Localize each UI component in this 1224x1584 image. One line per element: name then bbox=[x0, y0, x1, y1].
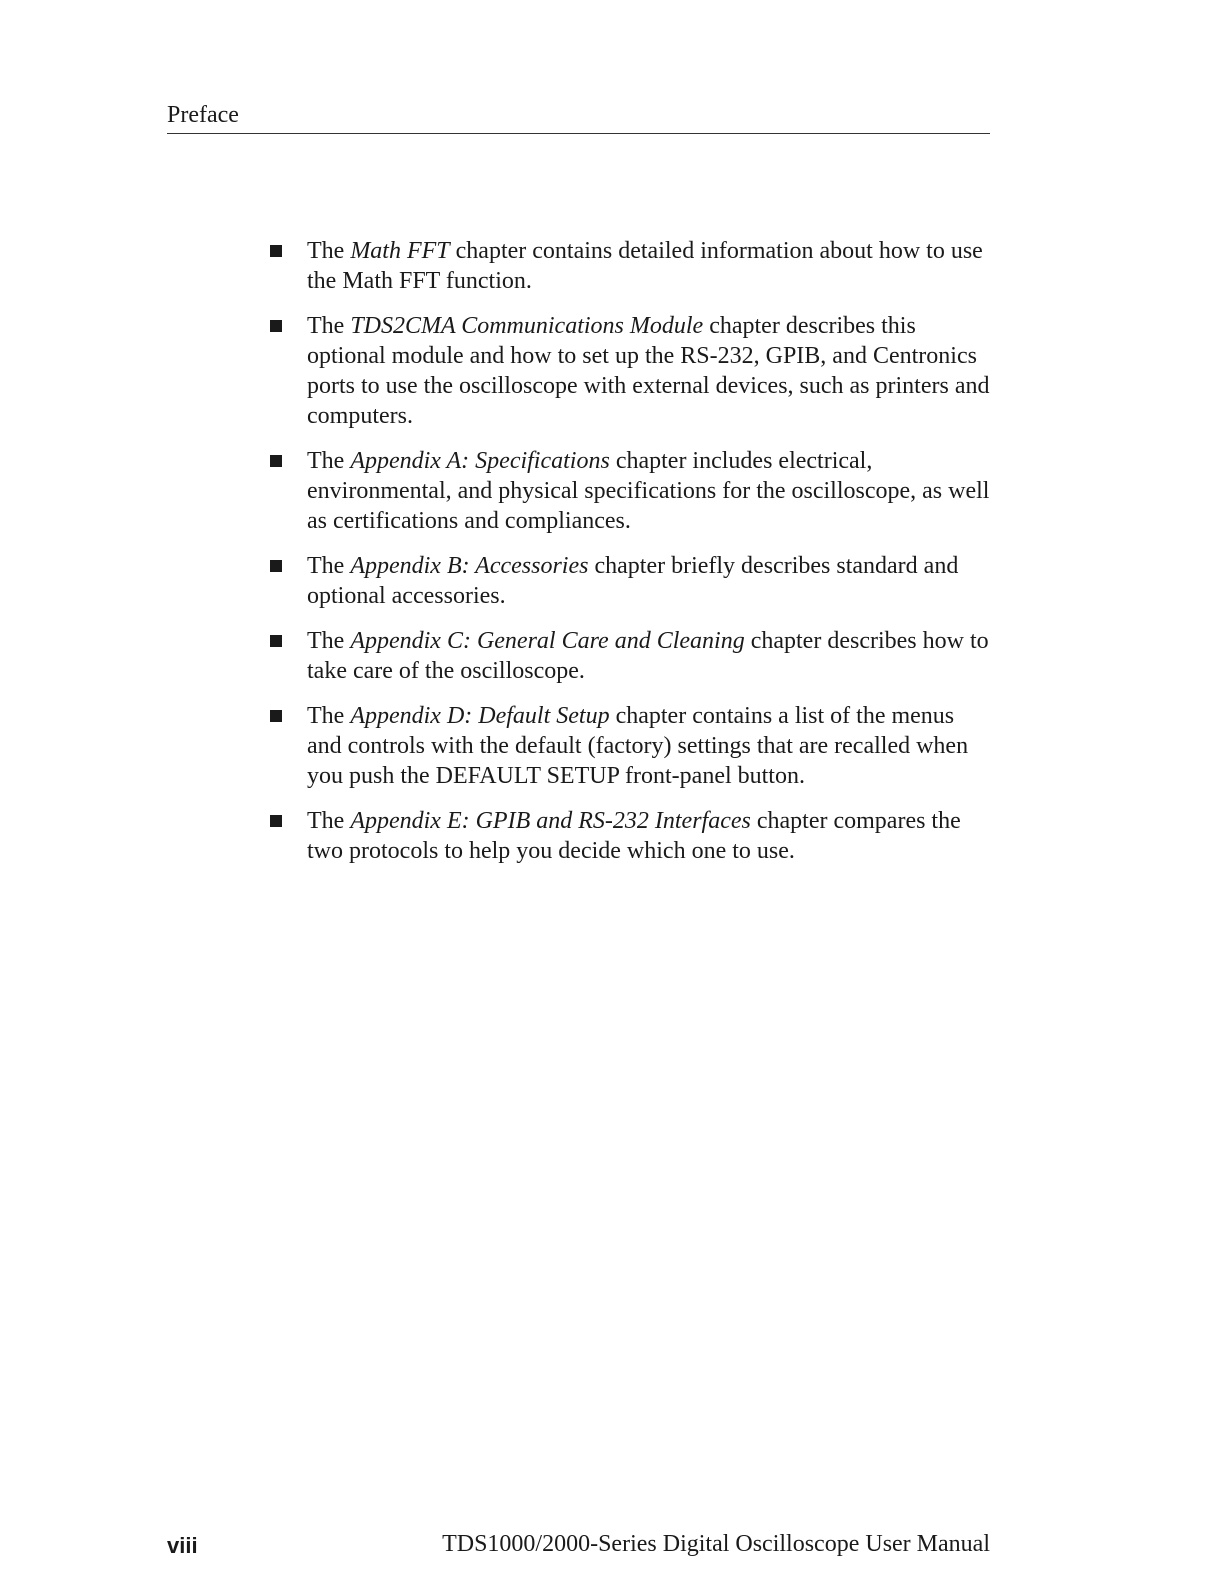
chapter-name: TDS2CMA Communications Module bbox=[350, 313, 704, 339]
section-title: Preface bbox=[167, 102, 239, 128]
chapter-name: Appendix A: Specifications bbox=[350, 448, 610, 474]
square-bullet-icon bbox=[270, 560, 282, 572]
item-lead: The bbox=[307, 238, 351, 264]
square-bullet-icon bbox=[270, 710, 282, 722]
item-description: chapter contains detailed information about how to use the Math FFT function. bbox=[307, 238, 983, 294]
item-lead: The bbox=[307, 313, 351, 339]
list-item-text bbox=[307, 313, 990, 429]
list-item bbox=[270, 626, 990, 686]
list-item-text bbox=[307, 628, 989, 684]
running-head bbox=[167, 100, 990, 134]
list-item-text bbox=[307, 703, 968, 789]
item-lead: The bbox=[307, 553, 351, 579]
chapter-list bbox=[270, 236, 990, 881]
list-item bbox=[270, 236, 990, 296]
square-bullet-icon bbox=[270, 635, 282, 647]
list-item bbox=[270, 551, 990, 611]
item-description: chapter describes how to take care of the oscilloscope. bbox=[307, 628, 989, 684]
list-item bbox=[270, 311, 990, 431]
item-description: chapter describes this optional module and how to set up the RS-232, GPIB, and Centronics ports to use the oscilloscope with external devices, such as printers and computers. bbox=[307, 313, 990, 429]
item-lead: The bbox=[307, 628, 351, 654]
list-item-text bbox=[307, 553, 958, 609]
chapter-name: Appendix E: GPIB and RS-232 Interfaces bbox=[350, 808, 751, 834]
chapter-name: Math FFT bbox=[350, 238, 450, 264]
item-lead: The bbox=[307, 448, 351, 474]
item-lead: The bbox=[307, 808, 351, 834]
item-description: chapter compares the two protocols to help you decide which one to use. bbox=[307, 808, 961, 864]
list-item-text bbox=[307, 808, 961, 864]
square-bullet-icon bbox=[270, 245, 282, 257]
square-bullet-icon bbox=[270, 455, 282, 467]
item-description: chapter briefly describes standard and optional accessories. bbox=[307, 553, 959, 609]
item-description: chapter contains a list of the menus and controls with the default (factory) settings that are recalled when you push the DEFAULT SETUP front-panel button. bbox=[307, 703, 969, 789]
chapter-name: Appendix C: General Care and Cleaning bbox=[350, 628, 745, 654]
square-bullet-icon bbox=[270, 320, 282, 332]
chapter-name: Appendix B: Accessories bbox=[350, 553, 589, 579]
list-item-text bbox=[307, 238, 983, 294]
chapter-name: Appendix D: Default Setup bbox=[350, 703, 610, 729]
list-item bbox=[270, 701, 990, 791]
list-item bbox=[270, 446, 990, 536]
manual-title: TDS1000/2000-Series Digital Oscilloscope User Manual bbox=[442, 1531, 990, 1557]
list-item bbox=[270, 806, 990, 866]
item-description: chapter includes electrical, environmental, and physical specifications for the oscilloscope, as well as certifications and compliances. bbox=[307, 448, 990, 534]
item-lead: The bbox=[307, 703, 351, 729]
square-bullet-icon bbox=[270, 815, 282, 827]
list-item-text bbox=[307, 448, 989, 534]
page-number: viii bbox=[167, 1533, 198, 1558]
page-footer bbox=[167, 1528, 990, 1562]
